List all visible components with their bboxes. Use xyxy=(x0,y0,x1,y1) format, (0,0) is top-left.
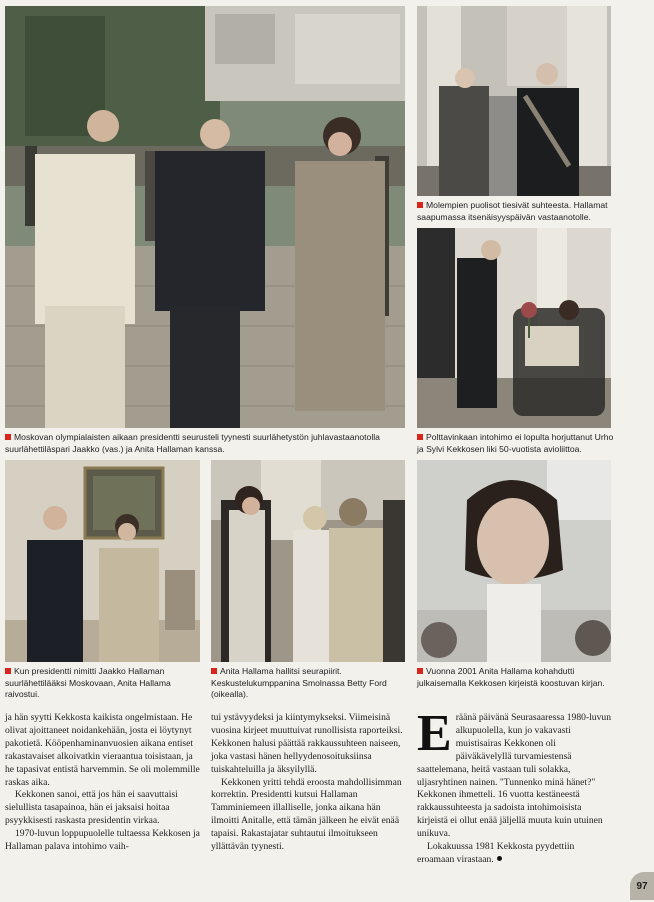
photo-independence-day xyxy=(417,6,611,196)
article-paragraph-lead: Eräänä päivänä Seurasaaressa 1980-luvun alkupuolella, kun jo vakavasti muistisairas Kekkonen oli päiväkävelyllä turvamiestensä saattelemana, heitä vastaan tuli solakka, uljasryhtinen nainen. "Tunnenko minä hänet?" Kekkonen ihmetteli. 16 vuotta kestäneestä rakkaussuhteesta ja sadoista intohimoisista kirjeistä ei ollut enää jäljellä muuta kuin utuinen unikuva. xyxy=(417,705,611,840)
article-paragraph: tui ystävyydeksi ja kiintymykseksi. Viimeisinä vuosina kirjeet muuttuivat runollisista raporteiksi. Kekkonen halusi päättää rakkaussuhteen naiseen, joka vastasi hänen hellyydenosoituksiinsa tuiskahteluilla ja äksyilyllä. xyxy=(211,712,403,775)
caption-marker xyxy=(5,668,11,674)
photo-anita-hallama-2001 xyxy=(417,460,611,662)
photo-hallama-couple xyxy=(5,460,200,662)
photo-smolna-betty-ford xyxy=(211,460,405,662)
article-column-1 xyxy=(5,712,201,854)
caption-main: Moskovan olympialaisten aikaan presidentti seurusteli tyynesti suurlähetystön juhlavastaanotolla suurlähettiläspari Jaakko (vas.) ja Anita Hallaman kanssa. xyxy=(5,432,380,454)
caption-marker xyxy=(5,434,11,440)
article-paragraph: Kekkonen sanoi, että jos hän ei saavuttaisi sielullista tasapainoa, hän ei jaksaisi hoitaa psyykkisesti raskasta presidentin virkaa. xyxy=(5,789,178,827)
article-column-2 xyxy=(211,712,407,854)
caption-bottom-left: Kun presidentti nimitti Jaakko Hallaman suurlähettilääksi Moskovaan, Anita Hallama raivostui. xyxy=(5,666,171,699)
article-paragraph: Lokakuussa 1981 Kekkosta pyydettiin eroamaan virastaan. xyxy=(417,841,575,865)
end-mark-icon xyxy=(497,856,502,861)
caption-bottom-right: Vuonna 2001 Anita Hallama kohahdutti julkaisemalla Kekkosen kirjeistä koostuvan kirjan. xyxy=(417,666,605,688)
caption-mid-right: Polttavinkaan intohimo ei lopulta horjuttanut Urho ja Sylvi Kekkosen liki 50-vuotista avioliittoa. xyxy=(417,432,614,454)
caption-top-right: Molempien puolisot tiesivät suhteesta. Hallamat saapumassa itsenäisyyspäivän vastaanotolle. xyxy=(417,200,608,222)
drop-cap: E xyxy=(417,705,452,762)
article-column-3 xyxy=(417,705,613,867)
caption-marker xyxy=(211,668,217,674)
photo-embassy-reception xyxy=(5,6,405,428)
photo-kekkonen-couple xyxy=(417,228,611,428)
caption-marker xyxy=(417,202,423,208)
page-number: 97 xyxy=(630,872,654,900)
caption-marker xyxy=(417,668,423,674)
caption-bottom-mid: Anita Hallama hallitsi seurapiirit. Keskustelukumppanina Smolnassa Betty Ford (oikealla). xyxy=(211,666,387,699)
article-paragraph: 1970-luvun loppupuolelle tultaessa Kekkosen ja Hallaman palava intohimo vaih- xyxy=(5,828,200,853)
caption-marker xyxy=(417,434,423,440)
article-paragraph: ja hän syytti Kekkosta kaikista ongelmistaan. He olivat ajoittaneet noidankehään, josta ei löytynyt pakotietä. Kööpenhaminanvuosien aikana entiset rakastavaiset alkoivatkin vieraantua toisistaan, ja he tapasivat entistä harvemmin. Se oli molemmille raskas aika. xyxy=(5,712,200,788)
article-paragraph: Kekkonen yritti tehdä eroosta mahdollisimman korrektin. Presidentti kutsui Hallaman Tamminiemeen illalliselle, jonka aikana hän ilmoitti Anitalle, että tämän jälkeen he eivät enää tapaisi. Rakastajatar suhtautui ilmoitukseen yllättävän tyynesti. xyxy=(211,776,402,853)
